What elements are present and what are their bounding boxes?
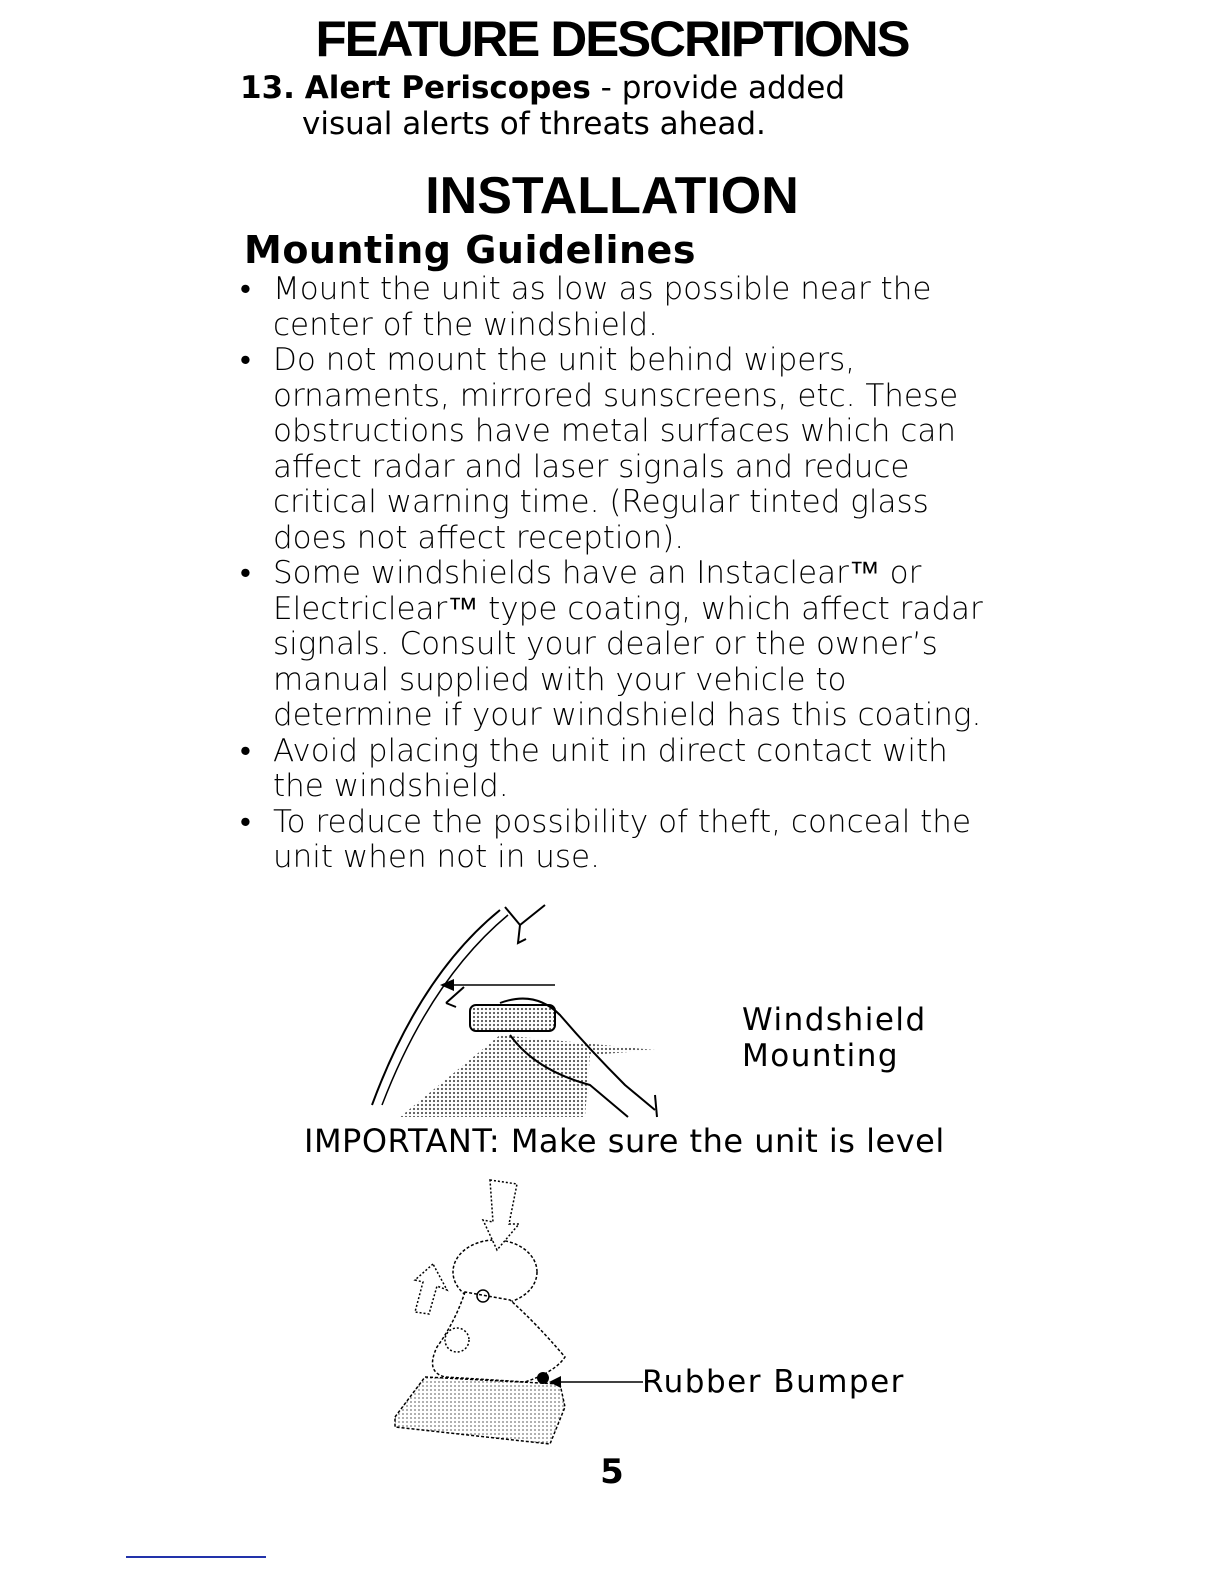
list-item [240,343,1000,556]
feature-name: Alert Periscopes [304,70,591,106]
guideline-text: Some windshields have an Instaclear™ or Electriclear™ type coating, which affect radar signals. Consult your dealer or the owner’s manual supplied with your vehicle to determine if your windshield has this coating. [273,555,983,733]
windshield-mounting-illustration [360,895,680,1125]
bracket-mount-illustration [385,1172,645,1447]
feature-text-line1: provide added [621,70,846,106]
important-label: IMPORTANT [304,1122,489,1160]
windshield-mounting-label [742,1002,927,1074]
rubber-bumper-label: Rubber Bumper [642,1364,905,1400]
windshield-label-line2: Mounting [742,1038,900,1074]
bullet-icon: • [240,732,251,769]
feature-separator: - [590,70,622,106]
bullet-icon: • [240,271,251,307]
important-note [304,1122,945,1160]
bullet-icon: • [240,803,251,840]
feature-item-13 [240,70,1000,142]
guidelines-list [240,272,1000,876]
footer-divider [126,1556,266,1558]
feature-text-line2: visual alerts of threats ahead. [302,106,766,142]
bullet-icon: • [240,555,251,591]
mounting-guidelines-title: Mounting Guidelines [244,228,696,272]
list-item [240,556,1000,734]
feature-descriptions-heading: FEATURE DESCRIPTIONS [315,11,909,67]
important-text: : Make sure the unit is level [488,1122,945,1160]
guideline-text: To reduce the possibility of theft, conceal the unit when not in use. [273,803,972,875]
windshield-label-line1: Windshield [742,1002,927,1038]
list-item [240,805,1000,876]
guideline-text: Mount the unit as low as possible near the center of the windshield. [273,271,932,343]
installation-heading: INSTALLATION [425,167,799,225]
rubber-bumper-dot [537,1372,549,1384]
page-number: 5 [600,1452,624,1492]
guideline-text: Avoid placing the unit in direct contact with the windshield. [273,732,948,804]
list-item [240,734,1000,805]
feature-number: 13. [240,70,295,106]
bullet-icon: • [240,342,251,378]
guideline-text: Do not mount the unit behind wipers, ornaments, mirrored sunscreens, etc. These obstructions have metal surfaces which can affect radar and laser signals and reduce critical warning time. (Regular tinted glass does not affect reception). [273,342,959,556]
list-item [240,272,1000,343]
